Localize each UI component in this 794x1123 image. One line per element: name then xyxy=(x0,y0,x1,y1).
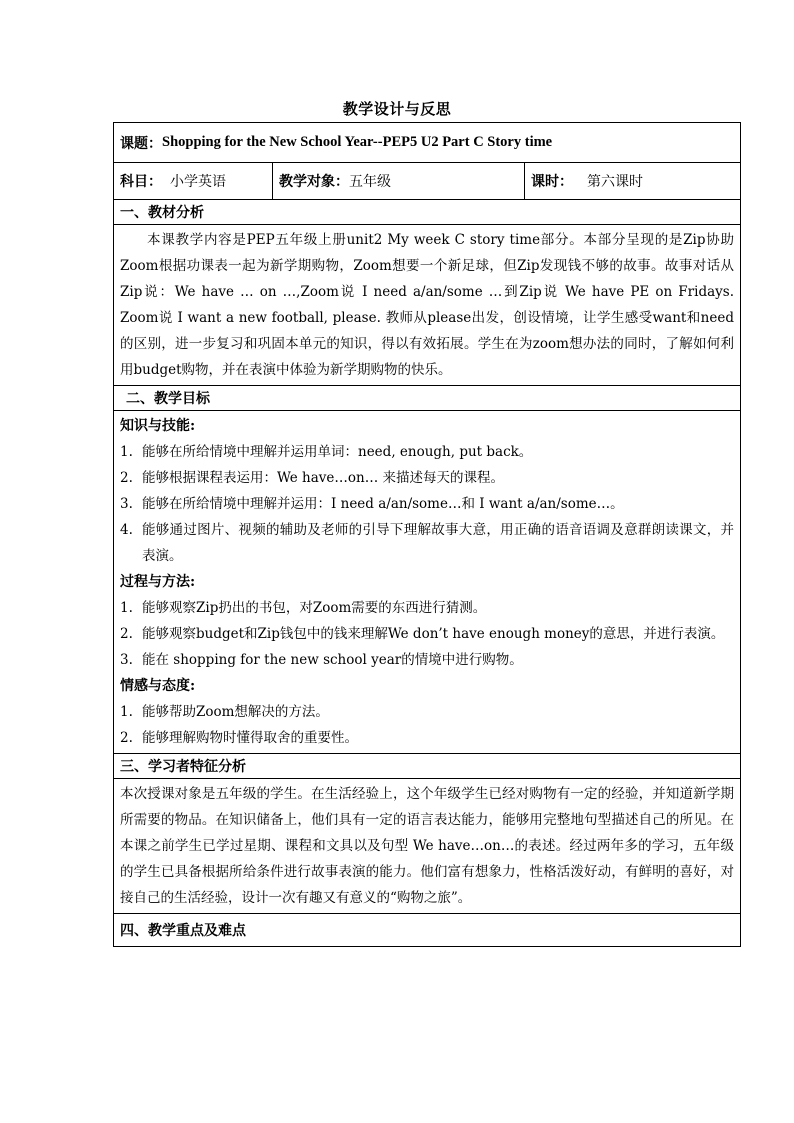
list-item xyxy=(120,621,734,647)
list-item xyxy=(120,491,734,517)
list-text: 能够在所给情境中理解并运用：I need a/an/some…和 I want a/an/some…。 xyxy=(142,496,624,512)
topic-label: 课题： xyxy=(120,135,162,152)
subject-cell xyxy=(114,163,273,199)
learners-paragraph: 本次授课对象是五年级的学生。在生活经验上，这个年级学生已经对购物有一定的经验，并知道新学期所需要的物品。在知识储备上，他们具有一定的语言表达能力，能够用完整地句型描述自己的所见。在本课之前学生已学过星期、课程和文具以及句型 We have…on…的表述。经过两年多的学习，五年级的学生已具备根据所给条件进行故事表演的能力。他们富有想象力，性格活泼好动，有鲜明的喜好，对接自己的生活经验，设计一次有趣又有意义的“购物之旅”。 xyxy=(120,786,734,906)
section-heading-learners: 三、学习者特征分析 xyxy=(114,754,740,779)
list-number: 1. xyxy=(120,704,133,720)
list-text: 能够观察budget和Zip钱包中的钱来理解We don’t have enough money的意思，并进行表演。 xyxy=(142,626,725,642)
hour-cell xyxy=(525,163,740,199)
analysis-paragraph: 本课教学内容是PEP五年级上册unit2 My week C story time部分。本部分呈现的是Zip协助Zoom根据功课表一起为新学期购物，Zoom想要一个新足球，但Zip发现钱不够的故事。故事对话从Zip说：We have … on …,Zoom说 I need a/an/some …到Zip说 We have PE on Fridays. Zoom说 I want a new football, please. 教师从please出发，创设情境，让学生感受want和need的区别，进一步复习和巩固本单元的知识，得以有效拓展。学生在为zoom想办法的同时，了解如何利用budget购物，并在表演中体验为新学期购物的快乐。 xyxy=(120,232,734,378)
list-item xyxy=(120,595,734,621)
list-number: 1. xyxy=(120,600,133,616)
topic-row xyxy=(114,123,740,163)
target-label: 教学对象： xyxy=(279,174,349,190)
target-value: 五年级 xyxy=(349,174,391,190)
goals-process-title: 过程与方法: xyxy=(120,574,196,590)
list-item xyxy=(120,699,734,725)
list-number: 1. xyxy=(120,444,133,460)
list-text: 能够通过图片、视频的辅助及老师的引导下理解故事大意，用正确的语音语调及意群朗读课文，并表演。 xyxy=(142,522,734,564)
section-body-goals xyxy=(114,411,740,754)
hour-label: 课时： xyxy=(531,174,573,190)
meta-row xyxy=(114,163,740,200)
section-heading-goals: 二、教学目标 xyxy=(114,386,740,411)
section-heading-analysis: 一、教材分析 xyxy=(114,200,740,225)
list-item xyxy=(120,465,734,491)
list-number: 4. xyxy=(120,522,133,538)
section-body-analysis xyxy=(114,225,740,386)
subject-label: 科目： xyxy=(120,174,162,190)
goals-knowledge-title: 知识与技能: xyxy=(120,418,196,434)
list-item xyxy=(120,517,734,569)
list-text: 能够帮助Zoom想解决的方法。 xyxy=(142,704,329,720)
list-item xyxy=(120,647,734,673)
list-number: 3. xyxy=(120,652,133,668)
list-text: 能在 shopping for the new school year的情境中进行购物。 xyxy=(142,652,523,668)
section-heading-keypoints: 四、教学重点及难点 xyxy=(120,923,246,939)
list-text: 能够在所给情境中理解并运用单词：need, enough, put back。 xyxy=(142,444,533,460)
list-text: 能够理解购物时懂得取舍的重要性。 xyxy=(142,730,358,746)
hour-value: 第六课时 xyxy=(587,174,643,190)
list-number: 2. xyxy=(120,470,133,486)
lesson-plan-table xyxy=(113,122,741,947)
topic-value: Shopping for the New School Year--PEP5 U2 Part C Story time xyxy=(162,134,553,150)
list-number: 3. xyxy=(120,496,133,512)
document-title: 教学设计与反思 xyxy=(342,100,452,118)
list-number: 2. xyxy=(120,730,133,746)
section-body-learners xyxy=(114,779,740,914)
list-item xyxy=(120,439,734,465)
list-text: 能够根据课程表运用：We have…on… 来描述每天的课程。 xyxy=(142,470,505,486)
target-cell xyxy=(273,163,525,199)
list-number: 2. xyxy=(120,626,133,642)
goals-emotion-title: 情感与态度: xyxy=(120,678,196,694)
subject-value: 小学英语 xyxy=(170,174,226,190)
list-item xyxy=(120,725,734,751)
list-text: 能够观察Zip扔出的书包，对Zoom需要的东西进行猜测。 xyxy=(142,600,487,616)
